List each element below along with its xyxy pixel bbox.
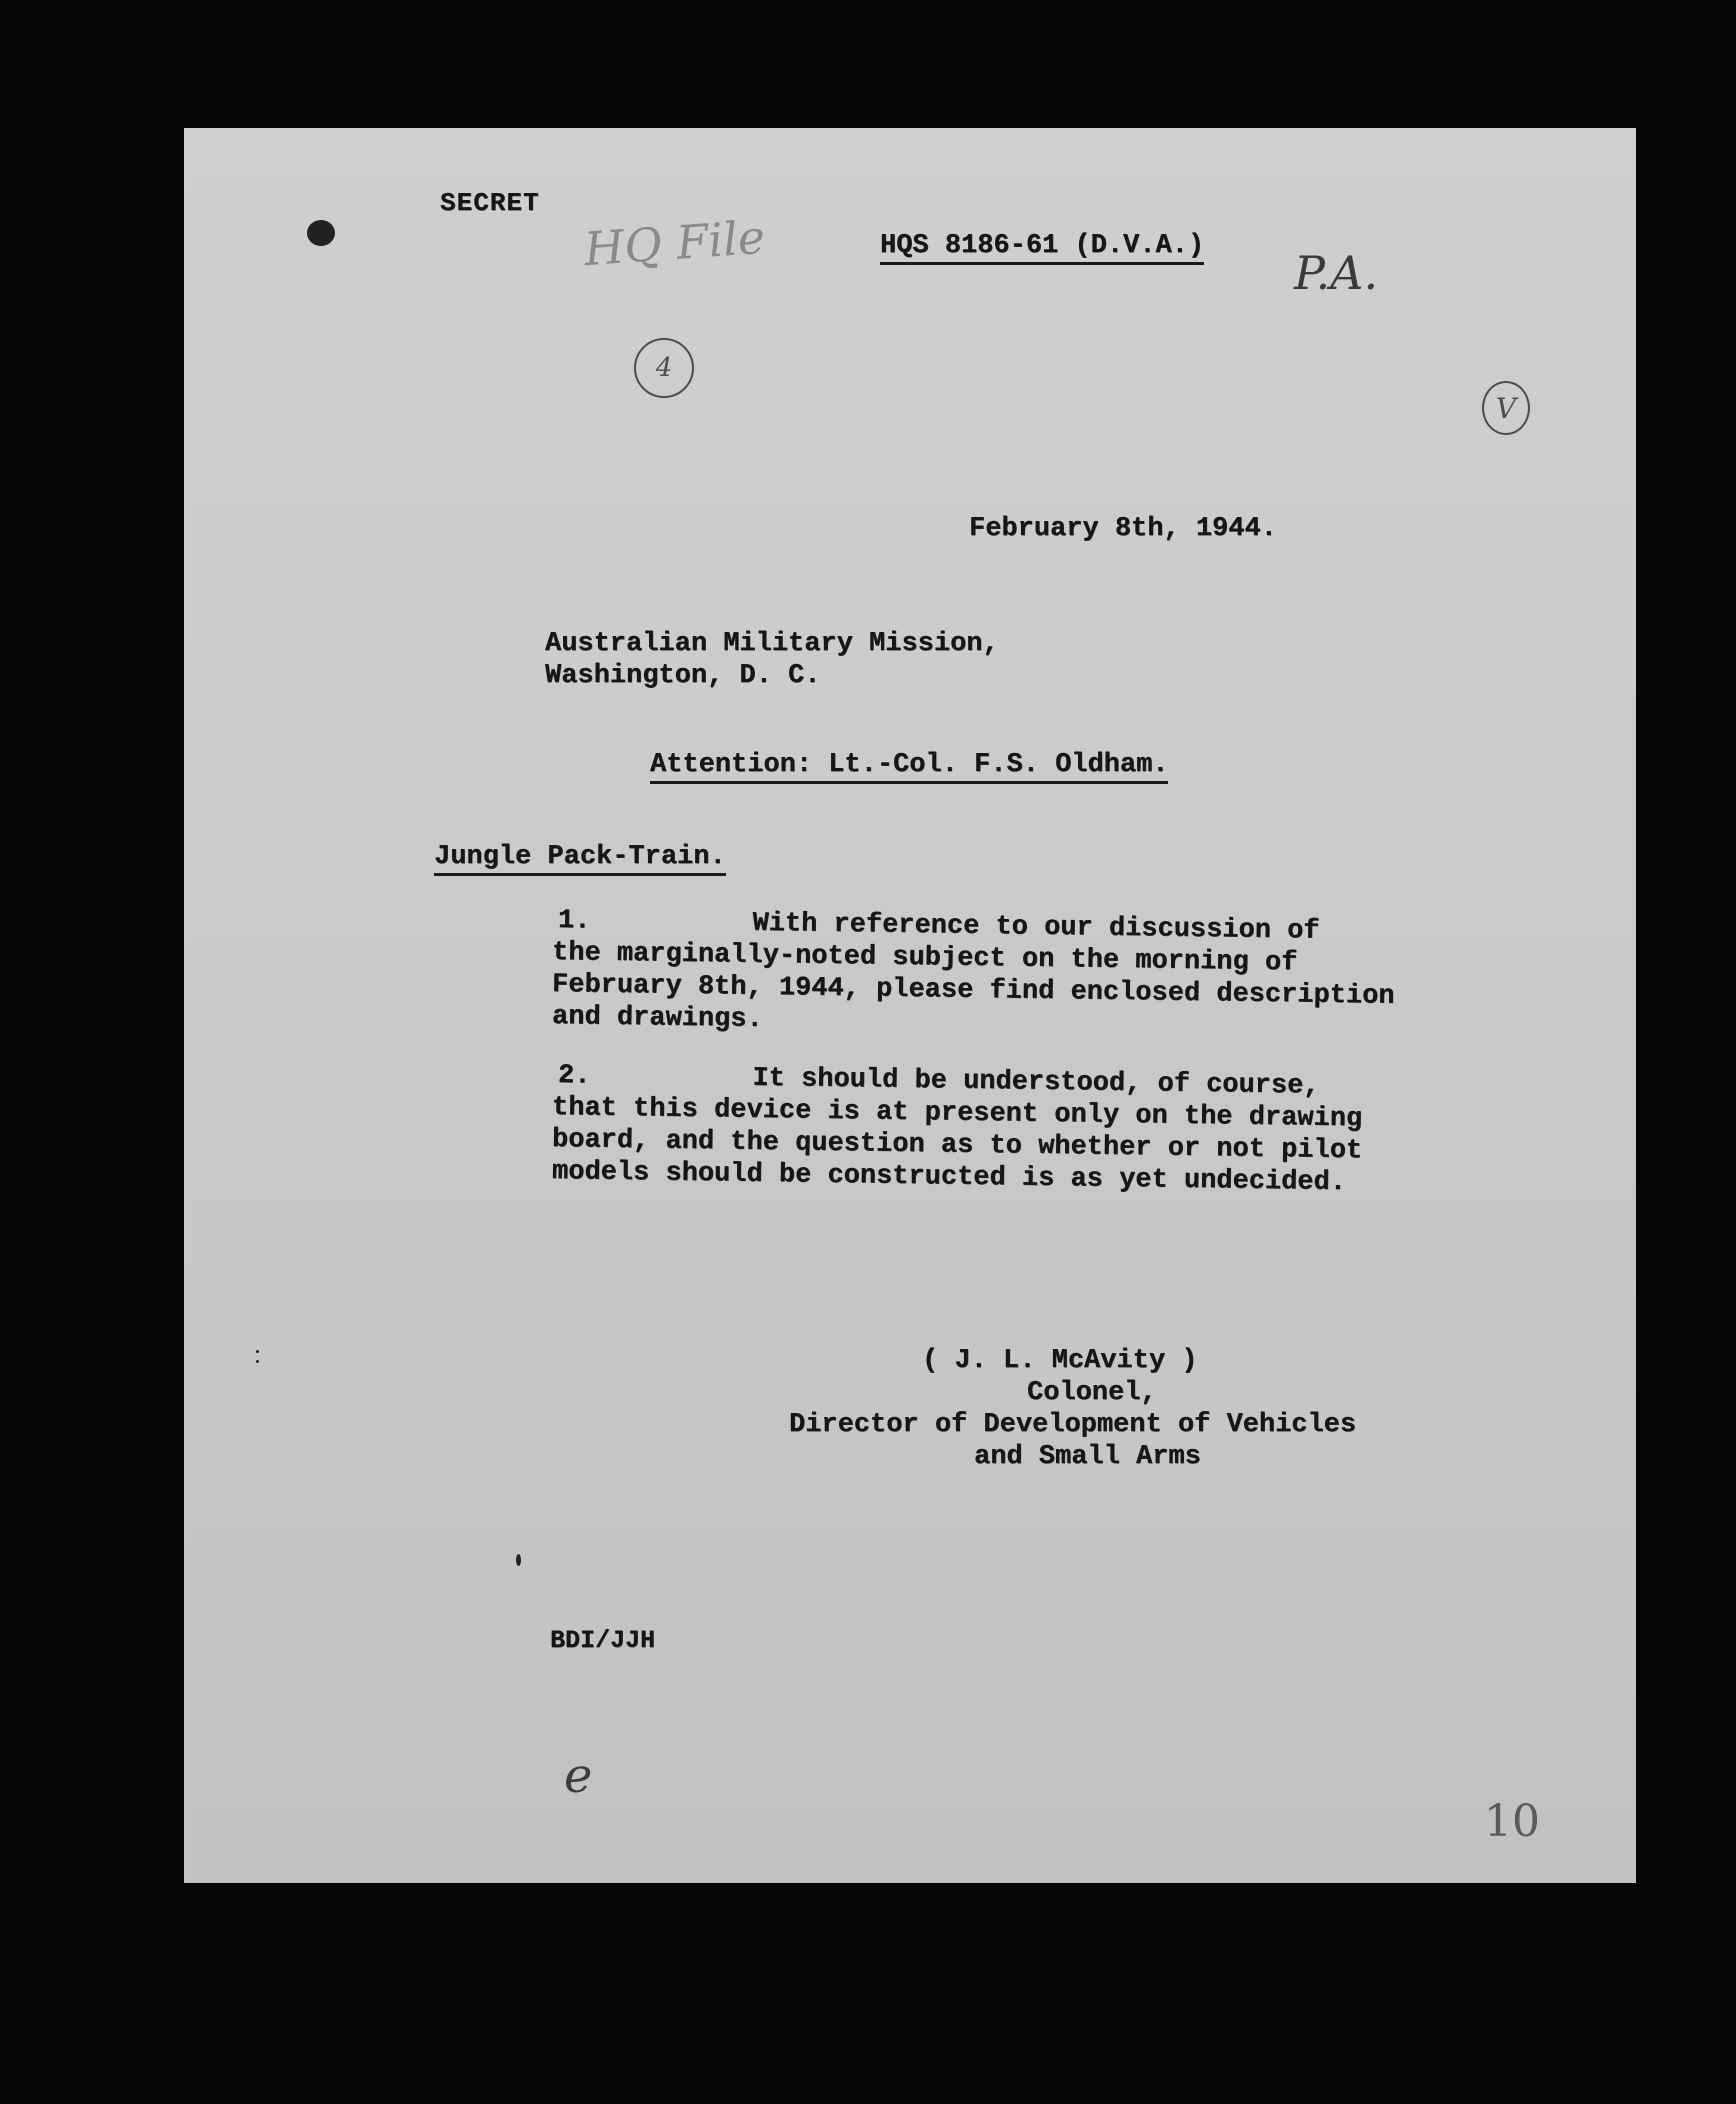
handwritten-initials: P.A. [1294,246,1379,300]
speck-mark [256,1350,259,1353]
letter-page [184,128,1636,1883]
signatory-title-line-1: Director of Development of Vehicles [789,1410,1357,1440]
typist-initials: BDI/JJH [550,1626,656,1655]
signatory-title-line-2: and Small Arms [974,1442,1201,1472]
signatory-rank: Colonel, [1027,1378,1157,1408]
circled-number-mark [634,338,694,398]
paragraph-2-line-1: 2. It should be understood, of course, [557,1061,1320,1102]
paragraph-2-line-3: board, and the question as to whether or not pilot [551,1125,1363,1167]
recipient-line-2: Washington, D. C. [545,661,821,691]
handwritten-mark: e [564,1748,593,1804]
circled-check-mark [1482,381,1530,435]
circled-check-text: V [1495,391,1517,425]
circled-number-text: 4 [655,353,673,383]
paragraph-1-line-1: 1. With reference to our discussion of [557,906,1320,947]
paragraph-1-line-3: February 8th, 1944, please find enclosed description [551,970,1395,1012]
page-number: 10 [1484,1796,1540,1847]
classification-stamp: SECRET [440,188,540,218]
speck-mark [256,1360,259,1363]
signatory-name: ( J. L. McAvity ) [922,1346,1198,1376]
paragraph-1-line-4: and drawings. [551,1002,763,1035]
speck-mark [516,1554,521,1566]
handwritten-file-note: HQ File [582,209,767,277]
paragraph-2-line-4: models should be constructed is as yet undecided. [551,1157,1347,1199]
letter-date: February 8th, 1944. [969,514,1277,544]
file-reference: HQS 8186-61 (D.V.A.) [880,233,1204,265]
ink-blot-mark [307,220,335,246]
recipient-line-1: Australian Military Mission, [545,629,999,659]
paragraph-1-line-2: the marginally-noted subject on the morning of [551,938,1298,979]
paragraph-2-line-2: that this device is at present only on the drawing [551,1093,1363,1135]
subject-line: Jungle Pack-Train. [434,844,726,876]
attention-line: Attention: Lt.-Col. F.S. Oldham. [650,752,1168,784]
